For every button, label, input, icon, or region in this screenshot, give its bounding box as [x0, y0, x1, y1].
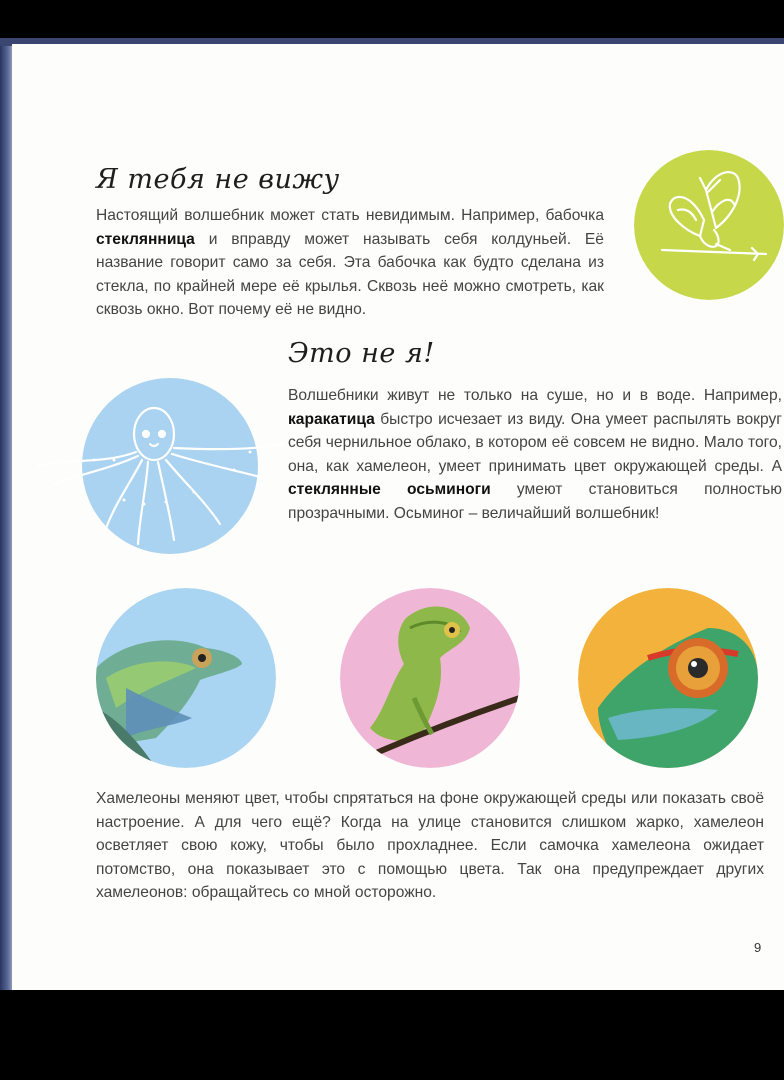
section-title-not-me: Это не я!: [288, 338, 435, 369]
butterfly-illustration: [634, 150, 784, 300]
section-text-octopus: Волшебники живут не только на суше, но и в воде. Например, каракатица быстро исчезает из виду. Она умеет распылять вокруг себя чернильное облако, в котором её совсем не видно. Мало того, она, как хамелеон, умеет принимать цвет окружающей среды. А стеклянные осьминоги умеют становиться полностью прозрачными. Осьминог – величайший волшебник!: [288, 387, 782, 522]
chameleon-photo-1: [96, 588, 276, 768]
term-glasswing: стеклянница: [96, 230, 195, 248]
section-title-invisible: Я тебя не вижу: [96, 164, 340, 195]
section-text-butterfly: Настоящий волшебник может стать невидимым. Например, бабочка стеклянница и вправду может называть себя колдуньей. Её название говорит само за себя. Эта бабочка как будто сделана из стекла, по крайней мере её крылья. Сквозь неё можно смотреть, как сквозь окно. Вот почему её не видно.: [96, 207, 604, 319]
chameleon-photo-2: [340, 588, 520, 768]
page-number: 9: [754, 940, 762, 955]
term-glass-octopus: стеклянные осьминоги: [288, 481, 491, 499]
chameleon-text: Хамелеоны меняют цвет, чтобы спрятаться на фоне окружающей среды или показать своё настроение. А для чего ещё? Когда на улице становится слишком жарко, хамелеон осветляет свою кожу, чтобы было прохладнее. Если самочка хамелеона ожидает потомство, она показывает это с помощью цвета. Так она предупреждает других хамелеонов: обращайтесь со мной осторожно.: [96, 790, 764, 902]
octopus-illustration: [34, 374, 294, 554]
chameleon-photo-3: [578, 588, 758, 768]
book-page: [12, 44, 784, 990]
term-cuttlefish: каракатица: [288, 410, 375, 428]
